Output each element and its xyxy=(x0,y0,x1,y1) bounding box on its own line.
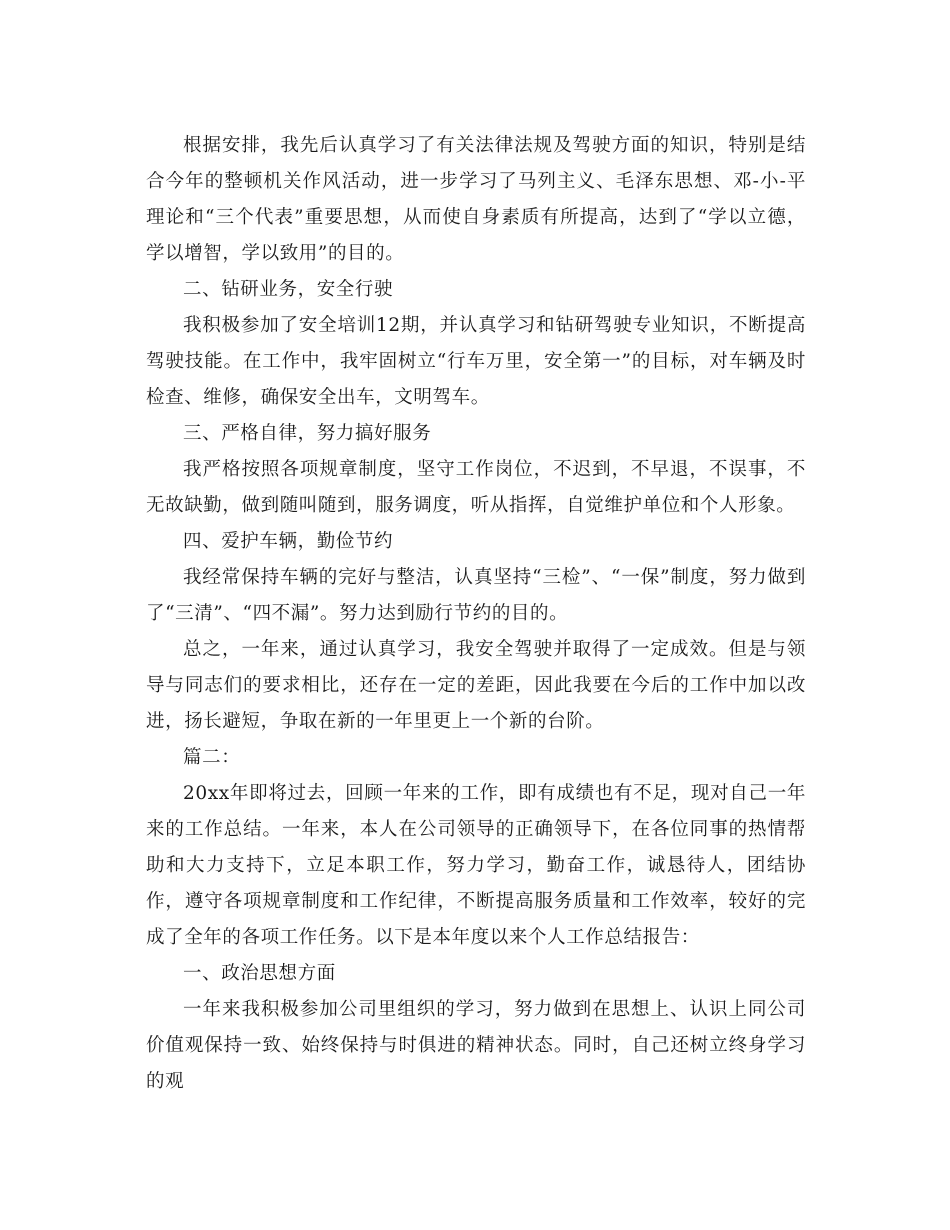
paragraph-vehicle-care: 我经常保持车辆的完好与整洁，认真坚持“三检”、“一保”制度，努力做到了“三清”、“四不漏”。努力达到励行节约的目的。 xyxy=(146,567,806,624)
heading-section-3: 三、严格自律，努力搞好服务 xyxy=(183,423,432,444)
paragraph-year-review: 20xx年即将过去，回顾一年来的工作，即有成绩也有不足，现对自己一年来的工作总结。一年来，本人在公司领导的正确领导下，在各位同事的热情帮助和大力支持下，立足本职工作，努力学习，勤奋工作，诚恳待人，团结协作，遵守各项规章制度和工作纪律，不断提高服务质量和工作效率，较好的完成了全年的各项工作任务。以下是本年度以来个人工作总结报告： xyxy=(146,783,806,948)
document-body xyxy=(146,128,806,1100)
paragraph-study-summary: 根据安排，我先后认真学习了有关法律法规及驾驶方面的知识，特别是结合今年的整顿机关作风活动，进一步学习了马列主义、毛泽东思想、邓-小-平理论和“三个代表”重要思想，从而使自身素质有所提高，达到了“学以立德，学以增智，学以致用”的目的。 xyxy=(146,135,806,264)
heading-section-2: 二、钻研业务，安全行驶 xyxy=(183,279,394,300)
heading-section-4: 四、爱护车辆，勤俭节约 xyxy=(183,531,394,552)
paragraph-safety-training: 我积极参加了安全培训12期，并认真学习和钻研驾驶专业知识，不断提高驾驶技能。在工作中，我牢固树立“行车万里，安全第一”的目标，对车辆及时检查、维修，确保安全出车，文明驾车。 xyxy=(146,315,806,408)
paragraph-political-study: 一年来我积极参加公司里组织的学习，努力做到在思想上、认识上同公司价值观保持一致、始终保持与时俱进的精神状态。同时，自己还树立终身学习的观 xyxy=(146,999,806,1092)
paragraph-conclusion: 总之，一年来，通过认真学习，我安全驾驶并取得了一定成效。但是与领导与同志们的要求相比，还存在一定的差距，因此我要在今后的工作中加以改进，扬长避短，争取在新的一年里更上一个新的台阶。 xyxy=(146,639,806,732)
heading-part-two: 篇二： xyxy=(183,747,241,768)
paragraph-discipline: 我严格按照各项规章制度，坚守工作岗位，不迟到，不早退，不误事，不无故缺勤，做到随叫随到，服务调度，听从指挥，自觉维护单位和个人形象。 xyxy=(146,459,806,516)
heading-political-thought: 一、政治思想方面 xyxy=(183,963,336,984)
